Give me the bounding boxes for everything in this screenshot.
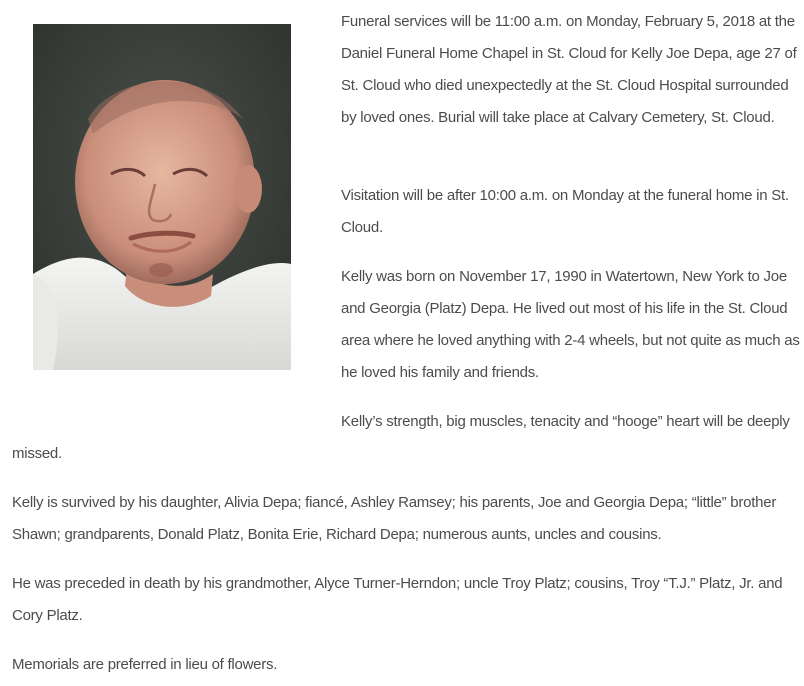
survived-paragraph: Kelly is survived by his daughter, Alivia Depa; fiancé, Ashley Ramsey; his parents, Joe and Georgia Depa; “little” brother Shawn; grandparents, Donald Platz, Bonita Erie, Richard Depa; numerous aunts, uncles and cousins. xyxy=(12,494,777,543)
memorials-paragraph: Memorials are preferred in lieu of flowers. xyxy=(12,656,278,673)
preceded-paragraph: He was preceded in death by his grandmother, Alyce Turner-Herndon; uncle Troy Platz; cousins, Troy “T.J.” Platz, Jr. and Cory Platz. xyxy=(12,575,783,624)
services-paragraph: Funeral services will be 11:00 a.m. on Monday, February 5, 2018 at the Daniel Funeral Home Chapel in St. Cloud for Kelly Joe Depa, age 27 of St. Cloud who died unexpectedly at the St. Cloud Hospital surrounded by loved ones. Burial will take place at Calvary Cemetery, St. Cloud. xyxy=(341,13,797,126)
born-paragraph: Kelly was born on November 17, 1990 in Watertown, New York to Joe and Georgia (Platz) Depa. He lived out most of his life in the St. Cloud area where he loved anything with 2-4 wheels, but not quite as much as he loved his family and friends. xyxy=(341,268,800,381)
visitation-paragraph: Visitation will be after 10:00 a.m. on Monday at the funeral home in St. Cloud. xyxy=(341,187,789,236)
portrait-photo xyxy=(33,24,291,370)
strength-paragraph: Kelly’s strength, big muscles, tenacity and “hooge” heart will be deeply missed. xyxy=(12,413,790,462)
portrait-image xyxy=(33,24,291,370)
